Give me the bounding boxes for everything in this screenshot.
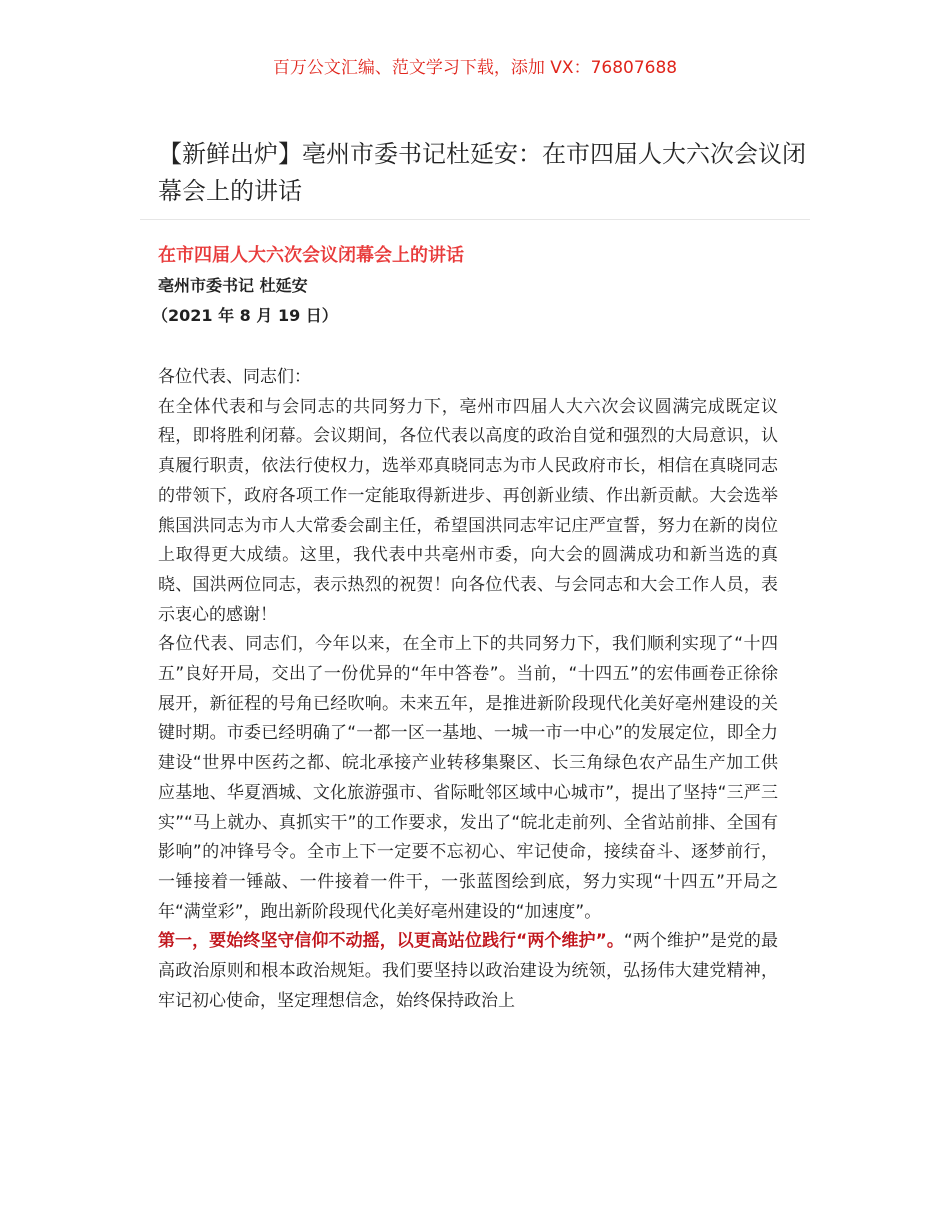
title-divider [140,219,810,220]
paragraph-3 [158,927,778,1016]
paragraph-3-heading: 第一，要始终坚守信仰不动摇，以更高站位践行“两个维护”。 [158,931,624,952]
spacer [158,331,778,363]
paragraph-3-text: “两个维护”是党的最高政治原则和根本政治规矩。我们要坚持以政治建设为统领，弘扬伟大建党精神，牢记初心使命，坚定理想信念，始终保持政治上 [158,931,778,1011]
speech-subtitle: 在市四届人大六次会议闭幕会上的讲话 [158,245,464,266]
promo-banner: 百万公文汇编、范文学习下载，添加 VX：76807688 [272,58,678,78]
article-title: 【新鲜出炉】亳州市委书记杜延安：在市四届人大六次会议闭幕会上的讲话 [158,140,806,205]
paragraph-2: 各位代表、同志们，今年以来，在全市上下的共同努力下，我们顺利实现了“十四五”良好开局，交出了一份优异的“年中答卷”。当前，“十四五”的宏伟画卷正徐徐展开，新征程的号角已经吹响。未来五年，是推进新阶段现代化美好亳州建设的关键时期。市委已经明确了“一都一区一基地、一城一市一中心”的发展定位，即全力建设“世界中医药之都、皖北承接产业转移集聚区、长三角绿色农产品生产加工供应基地、华夏酒城、文化旅游强市、省际毗邻区域中心城市”，提出了坚持“三严三实”“马上就办、真抓实干”的工作要求，发出了“皖北走前列、全省站前排、全国有影响”的冲锋号令。全市上下一定要不忘初心、牢记使命，接续奋斗、逐梦前行，一锤接着一锤敲、一件接着一件干，一张蓝图绘到底，努力实现“十四五”开局之年“满堂彩”，跑出新阶段现代化美好亳州建设的“加速度”。 [158,634,778,922]
author-line: 亳州市委书记 杜延安 [158,276,308,295]
salutation: 各位代表、同志们： [158,367,311,387]
article-body [152,241,778,1016]
paragraph-1: 在全体代表和与会同志的共同努力下，亳州市四届人大六次会议圆满完成既定议程，即将胜利闭幕。会议期间，各位代表以高度的政治自觉和强烈的大局意识，认真履行职责，依法行使权力，选举邓真晓同志为市人民政府市长，相信在真晓同志的带领下，政府各项工作一定能取得新进步、再创新业绩、作出新贡献。大会选举熊国洪同志为市人大常委会副主任，希望国洪同志牢记庄严宣誓，努力在新的岗位上取得更大成绩。这里，我代表中共亳州市委，向大会的圆满成功和新当选的真晓、国洪两位同志，表示热烈的祝贺！向各位代表、与会同志和大会工作人员，表示衷心的感谢！ [158,396,778,625]
date-line: （2021 年 8 月 19 日） [152,306,338,325]
